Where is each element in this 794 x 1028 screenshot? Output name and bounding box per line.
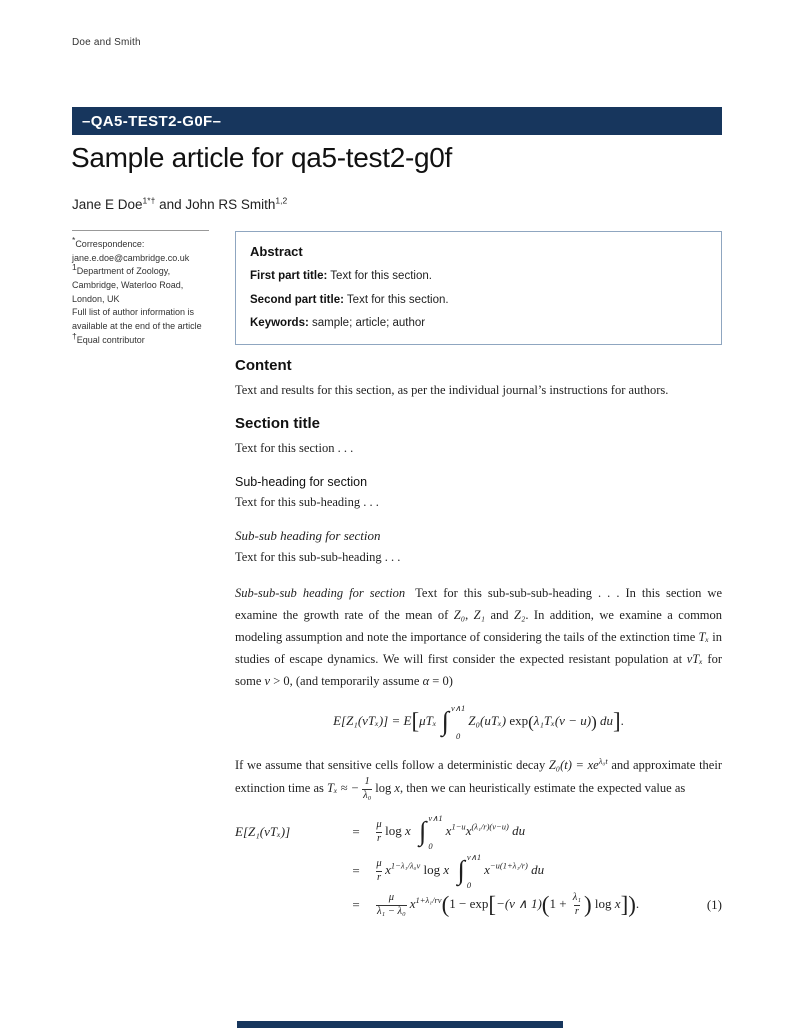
equation-rhs: $\frac{\mu}{r}$ log x ∫ v∧1 0 $x^{1-u}x^{(\lambda_1/r)(v-u)}$ du [376, 813, 526, 851]
subsubheading-paragraph: Text for this sub-sub-heading . . . [235, 550, 401, 564]
equals-sign: = [352, 863, 360, 879]
abstract-box [235, 231, 722, 345]
decay-paragraph: If we assume that sensitive cells follow a deterministic decay $Z_0(t) = xe^{\lambda_0t}$ and approximate their extinction time as Tₓ ≈ − $\frac{1}{\text{λ₀}}$ log x, then we can heuristically estimate the expected value as [235, 755, 722, 801]
sidebar-line: *Correspondence: [72, 235, 145, 249]
equation-row [235, 853, 722, 889]
banner-label: –QA5-TEST2-G0F– [82, 112, 222, 130]
abstract-row: First part title: Text for this section. [250, 270, 432, 282]
subsubsub-paragraph: Sub-sub-sub heading for section Text for this sub-sub-sub-heading . . . In this section we examine the growth rate of the mean of Z₀, Z₁ and Z₂. In addition, we examine a common modeling assumption and note the importance of considering the tails of the extinction time Tₓ in studies of escape dynamics. We will first consider the expected resistant population at vTₓ for some v > 0, (and temporarily assume α = 0) [235, 586, 723, 688]
equals-sign: = [352, 897, 360, 913]
article-body [235, 357, 722, 921]
footer-banner-strip [237, 1021, 563, 1028]
sidebar-line: London, UK [72, 293, 120, 304]
equals-sign: = [352, 824, 360, 840]
abstract-row: Second part title: Text for this section. [250, 293, 449, 306]
subheading-paragraph: Text for this sub-heading . . . [235, 495, 379, 509]
content-heading: Content [235, 357, 292, 374]
running-head: Doe and Smith [72, 37, 141, 48]
equation-row [235, 814, 722, 850]
content-paragraph: Text and results for this section, as per the individual journal’s instructions for authors. [235, 383, 669, 397]
article-type-banner [72, 107, 722, 135]
page-title: Sample article for qa5-test2-g0f [71, 142, 453, 173]
subsubheading: Sub-sub heading for section [235, 528, 381, 543]
sidebar-line: Full list of author information is [72, 307, 195, 318]
subheading: Sub-heading for section [235, 475, 368, 489]
display-equation: E[Z₁(vTₓ)] = E[μTₓ ∫ v∧1 0 Z₀(uTₓ) exp(λ₁Tₓ(v − u)) du]. [333, 703, 624, 741]
correspondence-lines [72, 235, 230, 347]
abstract-rows [250, 269, 707, 332]
equation-row [235, 892, 722, 918]
equation-number: (1) [706, 897, 722, 913]
sidebar-line: jane.e.doe@cambridge.co.uk [72, 252, 190, 263]
correspondence-sidebar [72, 230, 230, 347]
equation-rhs: $\frac{\mu}{\text{λ₁ − λ₀}}$ $x^{1+\lambda_1/rv}(1 - \exp[-(v$ ∧ 1)(1 + $\frac{\text{λ₁}}{r}$ ) log x]). [377, 891, 640, 917]
sidebar-line: †Equal contributor [72, 330, 145, 345]
equation-lhs: E[Z₁(vTₓ)] [235, 824, 291, 840]
aligned-equations [235, 814, 722, 918]
section-title-heading: Section title [235, 415, 321, 432]
sidebar-line: $^1$Department of Zoology, [72, 262, 171, 277]
sidebar-rule [72, 230, 209, 231]
authors-line: Jane E Doe$^{1*\dagger}$ and John RS Smith$^{1,2}$ [72, 195, 288, 212]
abstract-row: Keywords: sample; article; author [250, 317, 426, 330]
sidebar-line: Cambridge, Waterloo Road, [72, 280, 184, 291]
sidebar-line: available at the end of the article [72, 321, 202, 332]
section-paragraph: Text for this section . . . [235, 441, 354, 455]
equation-rhs: $\frac{\mu}{r}$ $x^{1-\lambda_1/\lambda_0v}$ log x ∫ v∧1 0 $x^{-u(1+\lambda_1/r)}$ du [376, 852, 545, 890]
abstract-heading: Abstract [250, 244, 303, 259]
